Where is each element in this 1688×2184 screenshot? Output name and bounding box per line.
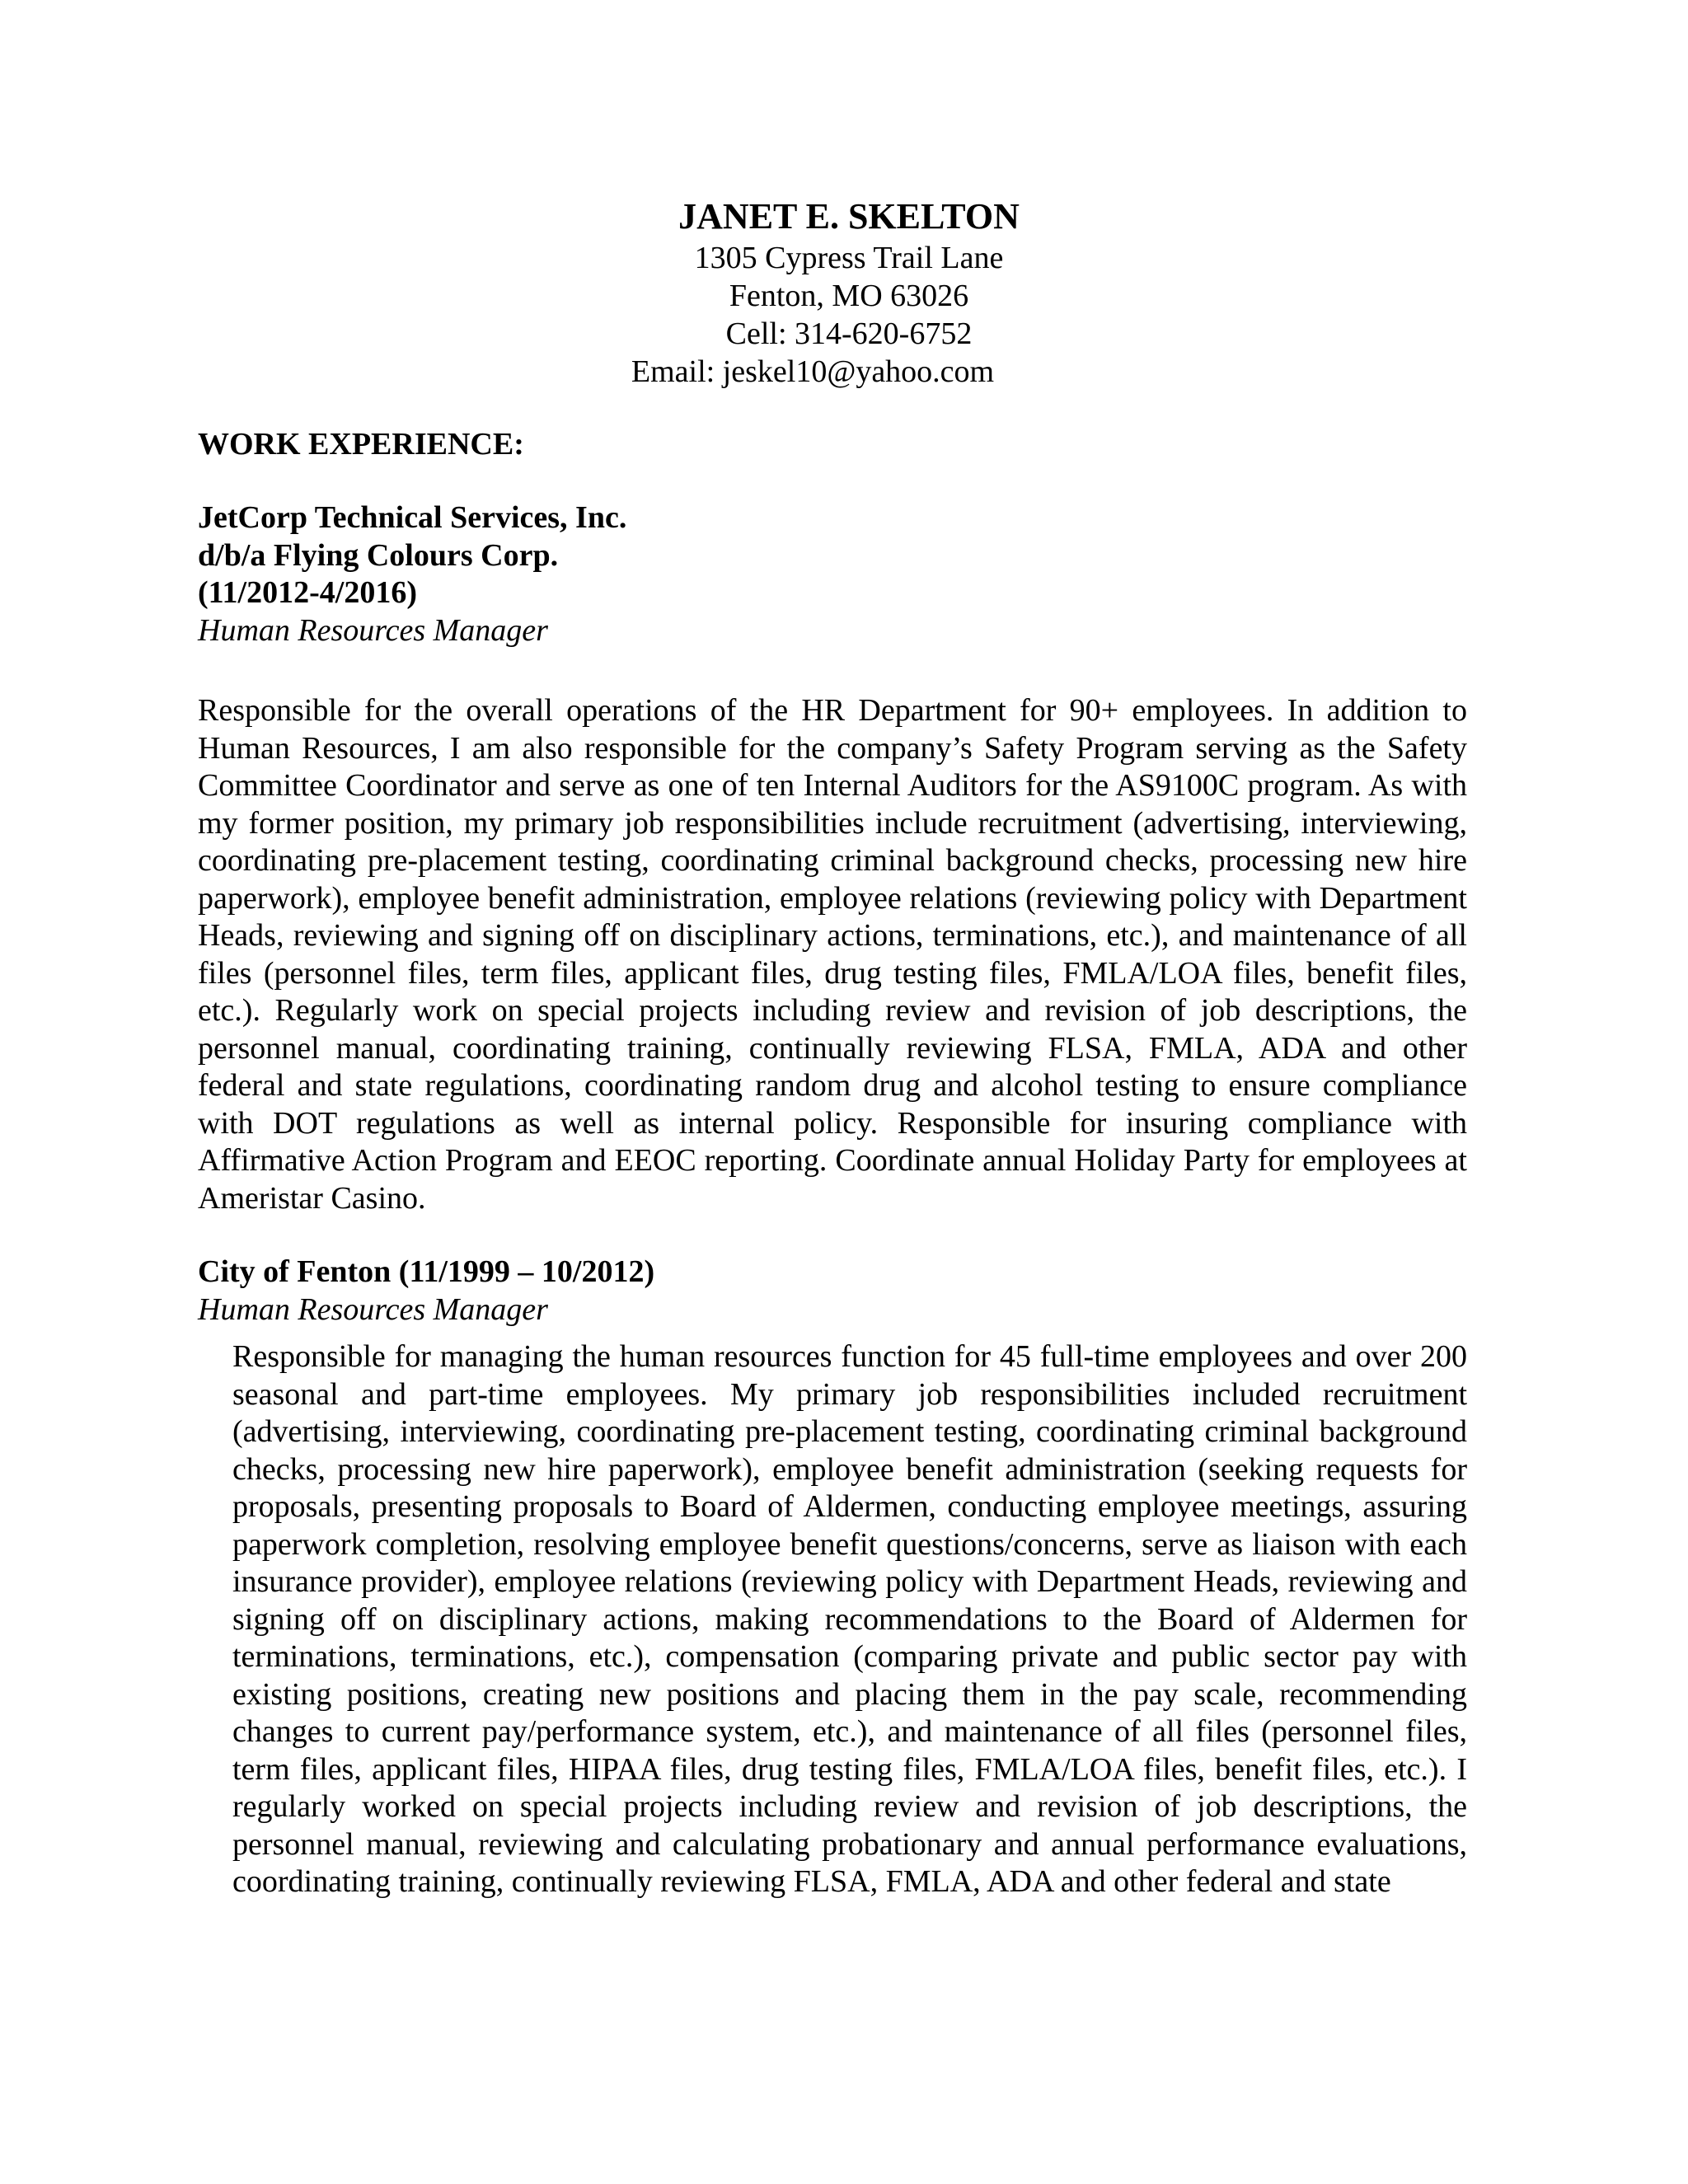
job-1-description: Responsible for the overall operations of the HR Department for 90+ employees. In addition to Human Resources, I am also responsible for the company’s Safety Program serving as the Safety Committee Coordinator and serve as one of ten Internal Auditors for the AS9100C program. As with my former position, my primary job responsibilities include recruitment (advertising, interviewing, coordinating pre-placement testing, coordinating criminal background checks, processing new hire paperwork), employee benefit administration, employee relations (reviewing policy with Department Heads, reviewing and signing off on disciplinary actions, terminations, etc.), and maintenance of all files (personnel files, term files, applicant files, drug testing files, FMLA/LOA files, benefit files, etc.). Regularly work on special projects including review and revision of job descriptions, the personnel manual, coordinating training, continually reviewing FLSA, FMLA, ADA and other federal and state regulations, coordinating random drug and alcohol testing to ensure compliance with DOT regulations as well as internal policy. Responsible for insuring compliance with Affirmative Action Program and EEOC reporting. Coordinate annual Holiday Party for employees at Ameristar Casino. — [198, 693, 1467, 1216]
resume-header — [577, 194, 1121, 391]
job-1-company-line-1: JetCorp Technical Services, Inc. — [198, 500, 627, 535]
work-experience-heading: WORK EXPERIENCE: — [198, 427, 524, 462]
job-1-title: Human Resources Manager — [198, 612, 548, 648]
job-1-dates: (11/2012-4/2016) — [198, 575, 417, 610]
candidate-name: JANET E. SKELTON — [678, 196, 1020, 237]
job-2-title: Human Resources Manager — [198, 1292, 548, 1327]
job-2-header — [198, 1253, 654, 1329]
address-line-2: Fenton, MO 63026 — [729, 279, 969, 313]
job-2-company-and-dates: City of Fenton (11/1999 – 10/2012) — [198, 1254, 655, 1289]
job-2-description: Responsible for managing the human resources function for 45 full-time employees and over 200 seasonal and part-time employees. My primary job responsibilities included recruitment (advertising, interviewing, coordinating pre-placement testing, coordinating criminal background checks, processing new hire paperwork), employee benefit administration (seeking requests for proposals, presenting proposals to Board of Aldermen, conducting employee meetings, assuring paperwork completion, resolving employee benefit questions/concerns, serve as liaison with each insurance provider), employee relations (reviewing policy with Department Heads, reviewing and signing off on disciplinary actions, making recommendations to the Board of Aldermen for terminations, terminations, etc.), compensation (comparing private and public sector pay with existing positions, creating new positions and placing them in the pay scale, recommending changes to current pay/performance system, etc.), and maintenance of all files (personnel files, term files, applicant files, HIPAA files, drug testing files, FMLA/LOA files, benefit files, etc.). I regularly worked on special projects including review and revision of job descriptions, the personnel manual, reviewing and calculating probationary and annual performance evaluations, coordinating training, continually reviewing FLSA, FMLA, ADA and other federal and state — [232, 1339, 1467, 1899]
email-address: Email: jeskel10@yahoo.com — [631, 354, 995, 389]
job-1-company-line-2: d/b/a Flying Colours Corp. — [198, 537, 559, 573]
cell-phone: Cell: 314-620-6752 — [725, 316, 973, 351]
job-1-header — [198, 499, 626, 649]
address-line-1: 1305 Cypress Trail Lane — [694, 241, 1004, 275]
